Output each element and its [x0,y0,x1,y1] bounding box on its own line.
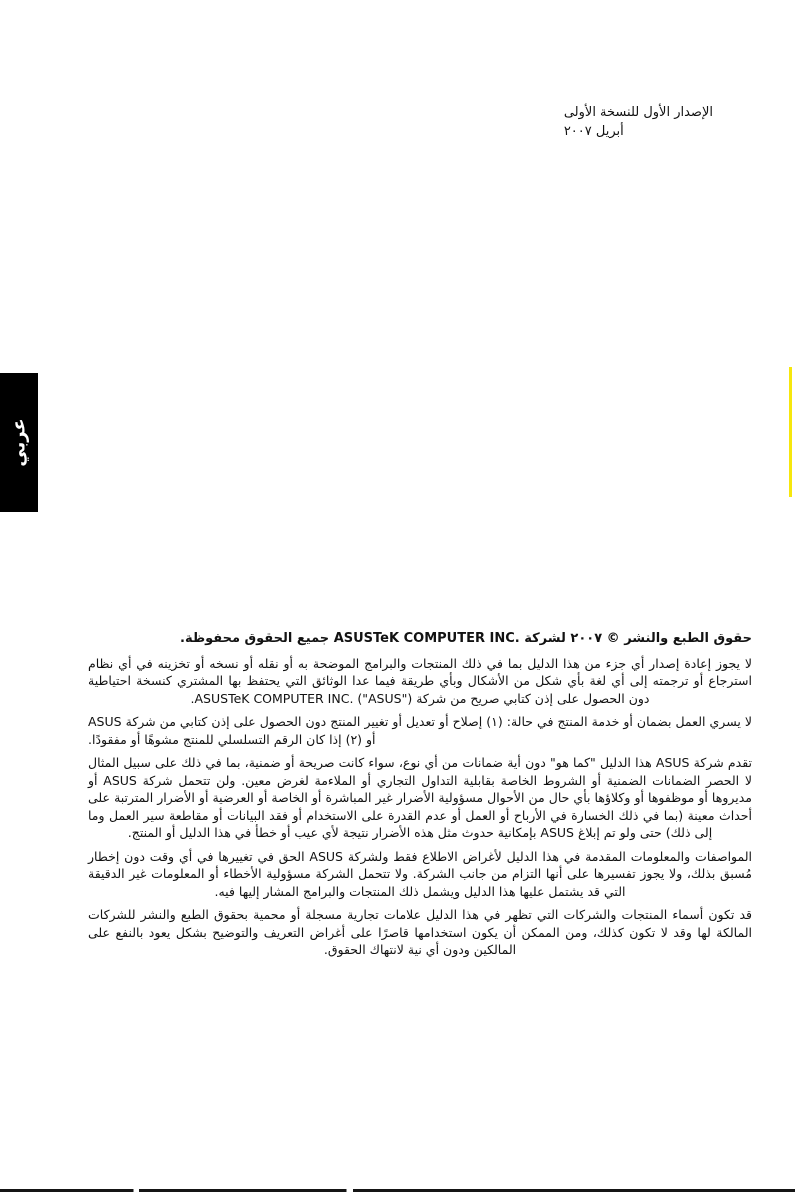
language-tab [0,373,38,512]
page-bottom-edge-line [0,1189,795,1192]
copyright-paragraph-warranty: لا يسري العمل بضمان أو خدمة المنتج في حالة: (١) إصلاح أو تعديل أو تغيير المنتج دون الحصول على إذن كتابي من شركة ASUS أو (٢) إذا كان الرقم التسلسلي للمنتج مشوهًا أو مفقودًا. [88,714,752,747]
edition-note [564,103,713,141]
edition-line-2: أبريل ٢٠٠٧ [563,124,624,139]
edition-line-1: الإصدار الأول للنسخة الأولى [563,105,713,120]
language-tab-label: عربي [8,418,30,467]
copyright-paragraph-specifications: المواصفات والمعلومات المقدمة في هذا الدليل لأغراض الاطلاع فقط ولشركة ASUS الحق في تغييرها في أي وقت دون إخطار مُسبق بذلك، ولا يجوز تفسيرها على أنها التزام من جانب الشركة. ولا تتحمل الشركة مسؤولية الأخطاء أو المعلومات غير الدقيقة التي قد يشتمل عليها هذا الدليل ويشمل ذلك المنتجات والبرامج المشار إليها فيه. [88,848,753,899]
copyright-paragraph-disclaimer: تقدم شركة ASUS هذا الدليل "كما هو" دون أية ضمانات من أي نوع، سواء كانت صريحة أو ضمنية، بما في ذلك على سبيل المثال لا الحصر الضمانات الضمنية أو الشروط الخاصة بقابلية التداول التجاري أو الملاءمة لغرض معين. ولن تتحمل شركة ASUS أو مديروها أو موظفوها أو وكلاؤها بأي حال من الأحوال مسؤولية الأضرار غير المباشرة أو الخاصة أو العرضية أو الأضرار المترتبة على أحداث معينة (بما في ذلك الخسارة في الأرباح أو العمل أو عدم القدرة على الاستخدام أو فقد البيانات أو مقاطعة سير العمل وما إلى ذلك) حتى ولو تم إبلاغ ASUS بإمكانية حدوث مثل هذه الأضرار نتيجة لأي عيب أو خطأ في هذا الدليل أو المنتج. [88,755,753,840]
copyright-paragraph-trademarks: قد تكون أسماء المنتجات والشركات التي تظهر في هذا الدليل علامات تجارية مسجلة أو محمية بحقوق الطبع والنشر للشركات المالكة لها وقد لا تكون كذلك، ومن الممكن أن يكون استخدامها قاصرًا على أغراض التعريف والتوضيح بشكل يعود بالنفع على المالكين ودون أي نية لانتهاك الحقوق. [88,907,752,957]
page-edge-stripe [789,367,792,497]
copyright-paragraph-reproduction: لا يجوز إعادة إصدار أي جزء من هذا الدليل بما في ذلك المنتجات والبرامج الموضحة به أو نقله أو نسخه أو تخزينه في أي نظام استرجاع أو ترجمته إلى أي لغة بأي شكل من الأشكال وبأي طريقة فيما عدا الوثائق التي يحتفظ بها المشتري كنسخة احتياطية دون الحصول على إذن كتابي صريح من شركة ASUSTeK COMPUTER INC. ("ASUS"). [88,655,752,706]
copyright-heading: حقوق الطبع والنشر © ٢٠٠٧ لشركة .ASUSTeK COMPUTER INC جميع الحقوق محفوظة. [180,631,752,646]
copyright-section [88,630,752,965]
